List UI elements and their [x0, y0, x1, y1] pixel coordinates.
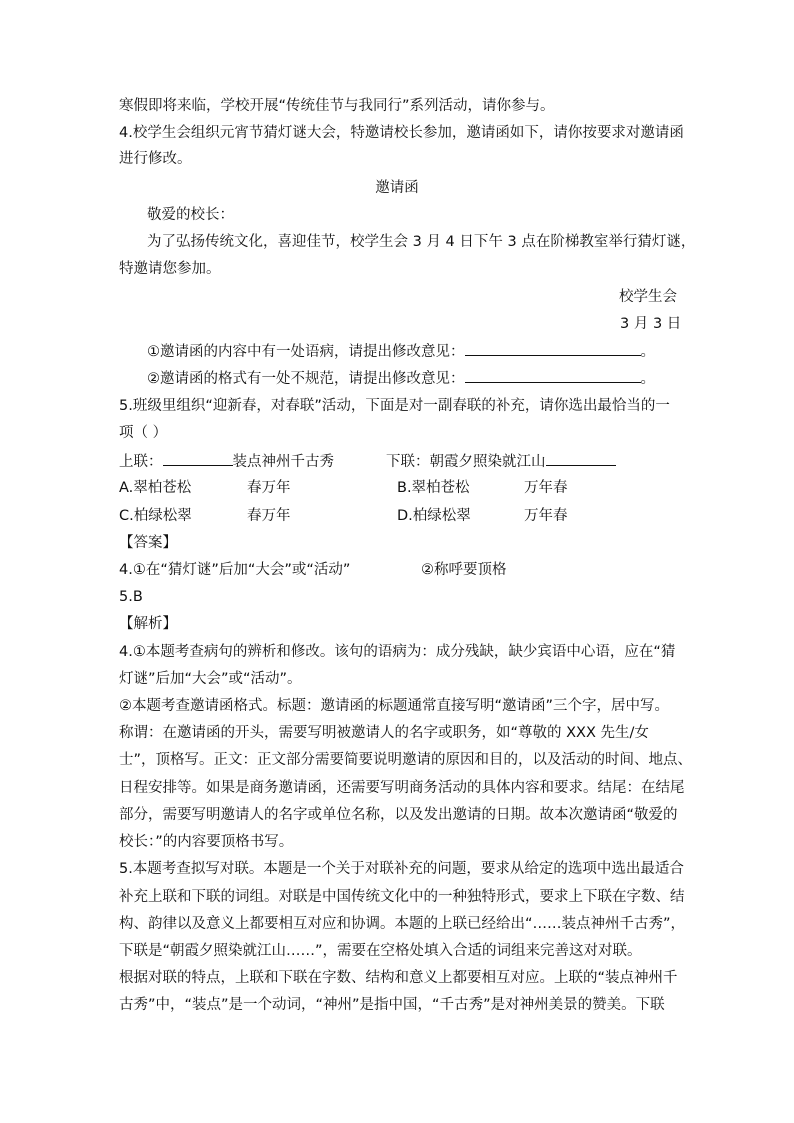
- option-d-2: 万年春: [524, 508, 568, 524]
- option-b-2: 万年春: [524, 480, 568, 496]
- analysis-line: 补充上联和下联的词组。对联是中国传统文化中的一种独特形式，要求上下联在字数、结: [119, 889, 685, 905]
- option-c-1: C.柏绿松翠: [119, 508, 192, 524]
- analysis-line: 士”，顶格写。正文：正文部分需要简要说明邀请的原因和目的，以及活动的时间、地点、: [119, 752, 693, 768]
- analysis-heading: 【解析】: [119, 616, 177, 632]
- lower-label: 下联：朝霞夕照染就江山: [386, 454, 546, 470]
- analysis-line: 根据对联的特点，上联和下联在字数、结构和意义上都要相互对应。上联的“装点神州千: [119, 970, 678, 986]
- q4-sub-1-text: ①邀请函的内容中有一处语病，请提出修改意见：: [147, 344, 465, 360]
- analysis-line: 部分，需要写明邀请人的名字或单位名称，以及发出邀请的日期。故本次邀请函“敬爱的: [119, 807, 678, 823]
- q4-line-1: 4.校学生会组织元宵节猜灯谜大会，特邀请校长参加，邀请函如下，请你按要求对邀请函: [119, 125, 684, 141]
- q4-sub-2-text: ②邀请函的格式有一处不规范，请提出修改意见：: [147, 371, 465, 387]
- letter-date: 3 月 3 日: [620, 316, 682, 332]
- answer-heading: 【答案】: [119, 535, 177, 551]
- answer-blank-2[interactable]: [465, 368, 641, 383]
- analysis-line: 古秀”中，“装点”是一个动词，“神州”是指中国，“千古秀”是对神州美景的赞美。下联: [119, 997, 665, 1013]
- analysis-line: 5.本题考查拟写对联。本题是一个关于对联补充的问题，要求从给定的选项中选出最适合: [119, 861, 684, 877]
- upper-text: 装点神州千古秀: [232, 454, 334, 470]
- option-c-2: 春万年: [247, 508, 291, 524]
- q4-sub-2: [147, 368, 655, 389]
- answer-4-1: 4.①在“猜灯谜”后加“大会”或“活动”: [119, 562, 351, 578]
- option-a-1: A.翠柏苍松: [119, 480, 192, 496]
- analysis-line: 灯谜”后加“大会”或“活动”。: [119, 671, 302, 687]
- analysis-line: 下联是“朝霞夕照染就江山……”，需要在空格处填入合适的词组来完善这对对联。: [119, 943, 642, 959]
- q4-sub-1-end: 。: [640, 344, 655, 360]
- option-b-1: B.翠柏苍松: [397, 480, 470, 496]
- analysis-line: 日程安排等。如果是商务邀请函，还需要写明商务活动的具体内容和要求。结尾：在结尾: [119, 780, 685, 796]
- analysis-line: 构、韵律以及意义上都要相互对应和协调。本题的上联已经给出“……装点神州千古秀”，: [119, 916, 686, 932]
- analysis-line: 称谓：在邀请函的开头，需要写明被邀请人的名字或职务，如“尊敬的 XXX 先生/女: [119, 725, 649, 741]
- intro-line: 寒假即将来临，学校开展“传统佳节与我同行”系列活动，请你参与。: [119, 98, 555, 114]
- letter-body-1: 为了弘扬传统文化，喜迎佳节，校学生会 3 月 4 日下午 3 点在阶梯教室举行猜灯谜，: [147, 234, 696, 250]
- lower-blank[interactable]: [546, 451, 616, 466]
- q4-sub-2-end: 。: [640, 371, 655, 387]
- q4-sub-1: [147, 341, 655, 362]
- upper-blank[interactable]: [163, 451, 233, 466]
- q4-line-2: 进行修改。: [119, 151, 192, 167]
- couplet-upper: [119, 451, 334, 472]
- q5-line-2: 项（ ）: [119, 425, 168, 441]
- analysis-line: ②本题考查邀请函格式。标题：邀请函的标题通常直接写明“邀请函”三个字，居中写。: [119, 698, 670, 714]
- q5-line-1: 5.班级里组织“迎新春，对春联”活动，下面是对一副春联的补充，请你选出最恰当的一: [119, 398, 670, 414]
- analysis-line: 校长：”的内容要顶格书写。: [119, 834, 294, 850]
- option-a-2: 春万年: [247, 480, 291, 496]
- letter-body-2: 特邀请您参加。: [119, 261, 221, 277]
- couplet-lower: [386, 451, 616, 472]
- analysis-line: 4.①本题考查病句的辨析和修改。该句的语病为：成分残缺，缺少宾语中心语，应在“猜: [119, 644, 676, 660]
- answer-5: 5.B: [119, 589, 143, 605]
- letter-title: 邀请函: [375, 180, 419, 196]
- answer-4-2: ②称呼要顶格: [421, 562, 507, 578]
- letter-greeting: 敬爱的校长：: [147, 207, 234, 223]
- upper-label: 上联：: [119, 454, 163, 470]
- option-d-1: D.柏绿松翠: [397, 508, 471, 524]
- letter-signer: 校学生会: [619, 289, 677, 305]
- answer-blank-1[interactable]: [465, 341, 641, 356]
